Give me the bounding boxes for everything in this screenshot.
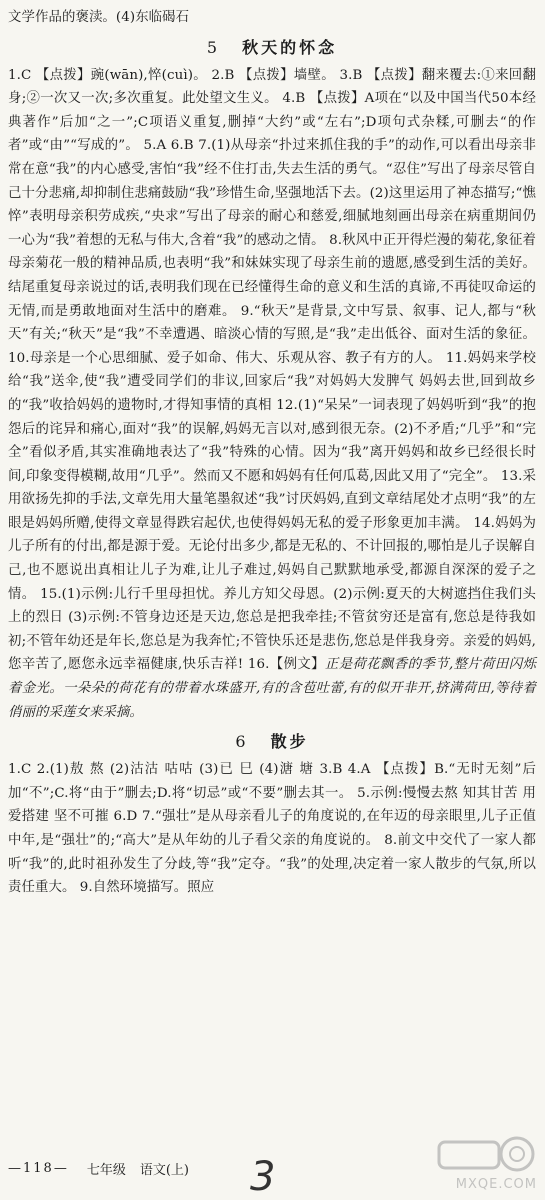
- section-5-essay: 正是荷花飘香的季节,整片荷田闪烁着金光。一朵朵的荷花有的带着水珠盛开,有的含苞吐蕾,有的似开非开,挤满荷田,等待着俏丽的采莲女来采摘。: [8, 657, 536, 720]
- section-5-answers: [8, 64, 536, 725]
- section-6-answers: 1.C 2.(1)敖 熬 (2)沽沽 咕咕 (3)已 巳 (4)溏 塘 3.B 4.A 【点拨】B.“无时无刻”后加“不”;C.将“由于”删去;D.将“切忌”或“不要”删去其一。 5.示例:慢慢去熬 知其甘苦 用爱搭建 坚不可摧 6.D 7.“强壮”是从母亲看儿子的角度说的,在年迈的母亲眼里,儿子正值中年,是“强壮”的;“高大”是从年幼的儿子看父亲的角度说的。 8.前文中交代了一家人都听“我”的,此时祖孙发生了分歧,等“我”定夺。“我”的处理,决定着一家人散步的气氛,所以责任重大。 9.自然环境描写。照应: [8, 762, 536, 896]
- section-6-title: [8, 728, 536, 756]
- section-5-title: [8, 34, 536, 62]
- handwritten-mark: 3: [250, 1154, 276, 1200]
- page-number: —118—: [8, 1161, 69, 1176]
- section-5-paragraph: 1.C 【点拨】豌(wān),悴(cuì)。 2.B 【点拨】墙壁。 3.B 【点拨】翻来覆去:①来回翻身;②一次又一次;多次重复。此处望文生义。 4.B 【点拨】A项在“以及中国当代50本经典著作”后加“之一”;C项语义重复,删掉“大约”或“左右”;D项句式杂糅,可删去“的作者”或“由”“写成的”。 5.A 6.B 7.(1)从母亲“扑过来抓住我的手”的动作,可以看出母亲非常在意“我”的内心感受,害怕“我”经不住打击,失去生活的勇气。“忍住”写出了母亲尽管自己十分悲痛,却抑制住悲痛鼓励“我”珍惜生命,坚强地活下去。(2)这里运用了神态描写;“憔悴”表明母亲积劳成疾,“央求”写出了母亲的耐心和慈爱,细腻地刻画出母亲在病重期间仍一心为“我”着想的无私与伟大,含着“我”的感动之情。 8.秋风中正开得烂漫的菊花,象征着母亲菊花一般的精神品质,也表明“我”和妹妹实现了母亲生前的遗愿,感受到生活的美好。结尾重复母亲说过的话,表明我们现在已经懂得生命的意义和生活的真谛,不再徒叹命运的无情,而是勇敢地面对生活中的磨难。 9.“秋天”是背景,文中写景、叙事、记人,都与“秋天”有关;“秋天”是“我”不幸遭遇、暗淡心情的写照,是“我”走出低谷、面对生活的象征。 10.母亲是一个心思细腻、爱子如命、伟大、乐观从容、教子有方的人。 11.妈妈来学校给“我”送伞,使“我”遭受同学们的非议,回家后“我”对妈妈大发脾气 妈妈去世,回到故乡的“我”收拾妈妈的遗物时,才得知事情的真相 12.(1)“呆呆”一词表现了妈妈听到“我”的抱怨后的诧异和痛心,面对“我”的误解,妈妈无言以对,感到很无奈。(2)不矛盾;“几乎”和“完全”看似矛盾,其实准确地表达了“我”特殊的心情。因为“我”离开妈妈和故乡已经很长时间,印象变得模糊,故用“几乎”。然而又不愿和妈妈有任何瓜葛,因此又用了“完全”。 13.采用欲扬先抑的手法,文章先用大量笔墨叙述“我”讨厌妈妈,直到文章结尾处才点明“我”的左眼是妈妈所赠,使得文章显得跌宕起伏,也使得妈妈无私的爱子形象更加丰满。 14.妈妈为儿子所有的付出,都是源于爱。无论付出多少,都是无私的、不计回报的,哪怕是儿子误解自己,也不愿说出真相让儿子为难,让儿子难过,妈妈自己默默地承受,都源自深深的爱子之情。 15.(1)示例:儿行千里母担忧。养儿方知父母恩。(2)示例:夏天的大树遮挡住我们头上的烈日 (3)示例:不管身边还是天边,您总是把我牵挂;不管贫穷还是富有,您总是待我如初;不管年幼还是年长,您总是为我奔忙;不管快乐还是悲伤,您总是伴我身旁。亲爱的妈妈,您辛苦了,愿您永远幸福健康,快乐吉祥! 16.【例文】: [8, 67, 536, 673]
- watermark-logo-icon: [429, 1134, 539, 1178]
- section-5-title-text: 秋天的怀念: [242, 37, 338, 57]
- top-line: 文学作品的褒渎。(4)东临碣石: [8, 10, 190, 25]
- section-6-title-text: 散步: [270, 732, 309, 752]
- section-5-number: 5: [206, 37, 221, 57]
- answer-page: [8, 6, 536, 900]
- section-6-number: 6: [235, 732, 249, 752]
- grade-label: 七年级: [86, 1163, 126, 1178]
- watermark-logo: [429, 1134, 539, 1194]
- subject-label: 语文(上): [139, 1163, 189, 1178]
- watermark-text: MXQE.COM: [455, 1177, 537, 1192]
